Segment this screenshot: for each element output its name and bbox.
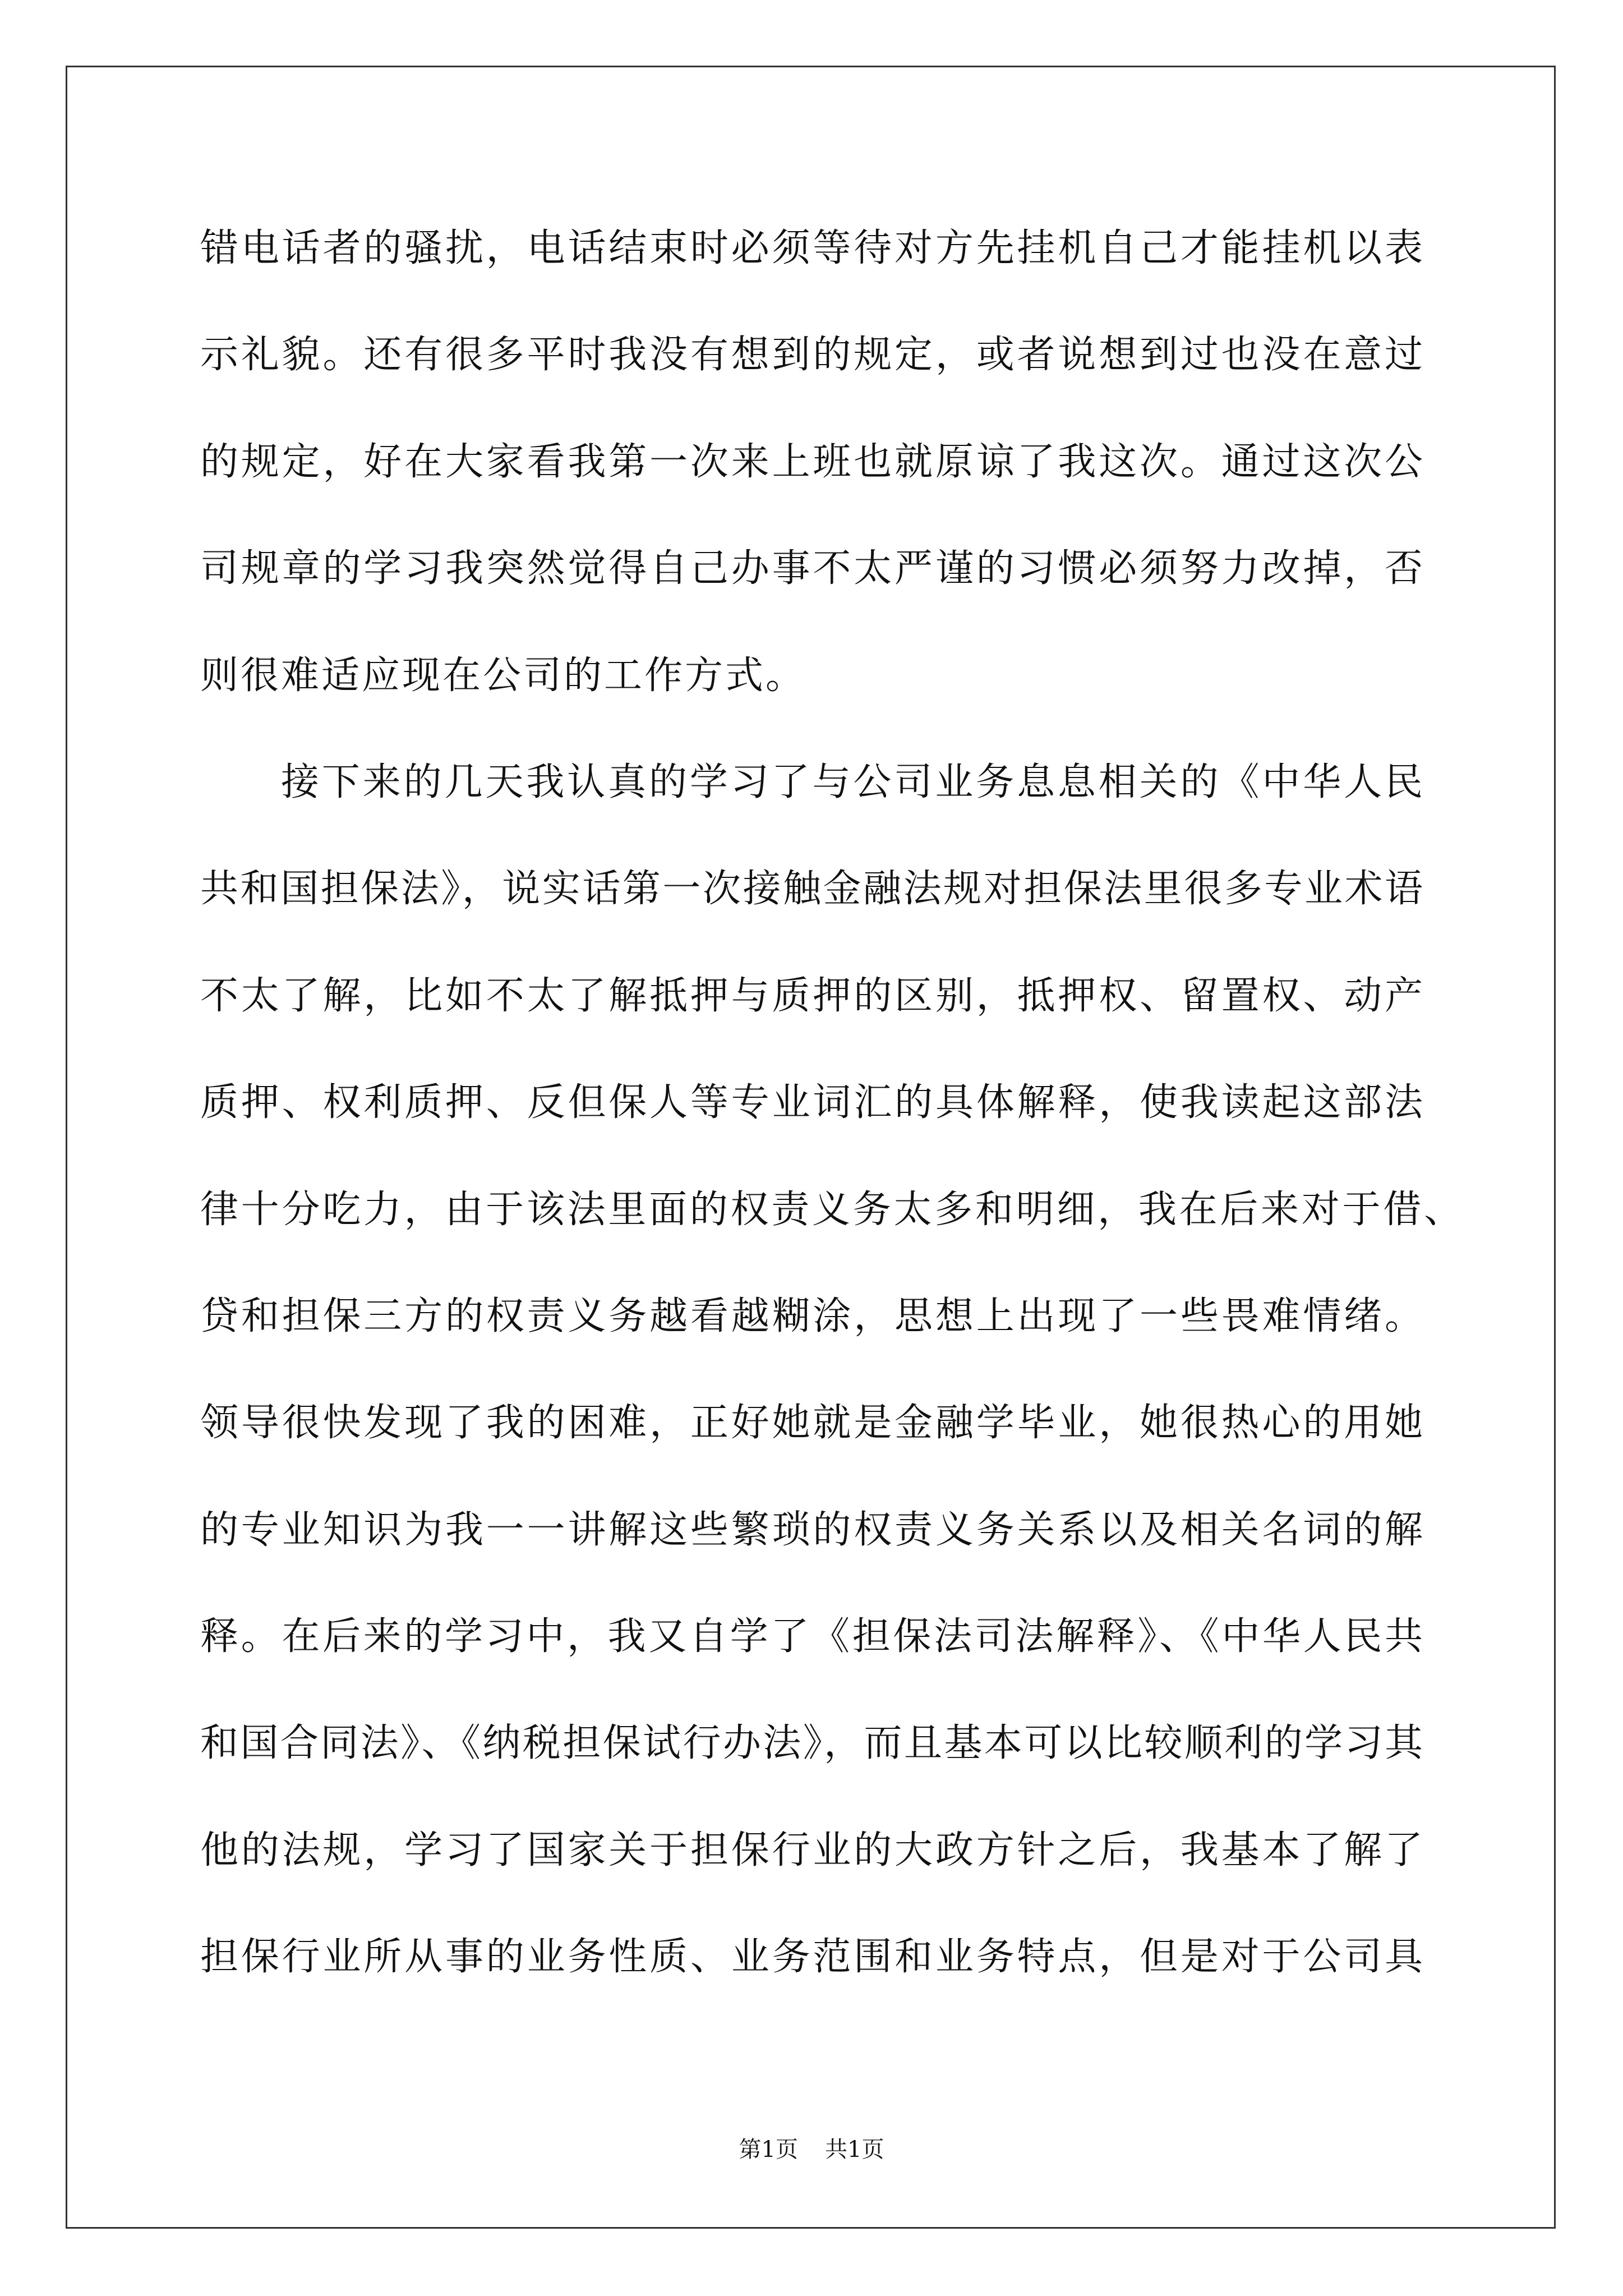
text-line: 律十分吃力，由于该法里面的权责义务太多和明细，我在后来对于借、 [200, 1187, 1462, 1232]
text-line: 质押、权利质押、反但保人等专业词汇的具体解释，使我读起这部法 [200, 1080, 1423, 1125]
text-line: 共和国担保法》，说实话第一次接触金融法规对担保法里很多专业术语 [200, 867, 1423, 912]
text-line: 他的法规，学习了国家关于担保行业的大政方针之后，我基本了解了 [200, 1828, 1423, 1872]
page-footer [0, 2136, 1623, 2163]
page-total: 共1页 [825, 2137, 884, 2162]
text-line: 担保行业所从事的业务性质、业务范围和业务特点，但是对于公司具 [200, 1935, 1423, 1980]
document-body [200, 195, 1468, 2011]
text-line: 错电话者的骚扰，电话结束时必须等待对方先挂机自己才能挂机以表 [200, 226, 1423, 270]
text-line: 的专业知识为我一一讲解这些繁琐的权责义务关系以及相关名词的解 [200, 1507, 1423, 1552]
text-line: 的规定，好在大家看我第一次来上班也就原谅了我这次。通过这次公 [200, 439, 1423, 484]
page-number: 第1页 [739, 2137, 798, 2162]
text-line: 则很难适应现在公司的工作方式。 [200, 653, 806, 698]
text-line: 示礼貌。还有很多平时我没有想到的规定，或者说想到过也没在意过 [200, 333, 1423, 378]
text-line: 领导很快发现了我的困难，正好她就是金融学毕业，她很热心的用她 [200, 1401, 1423, 1446]
text-line: 不太了解，比如不太了解抵押与质押的区别，抵押权、留置权、动产 [200, 973, 1423, 1018]
text-line: 和国合同法》、《纳税担保试行办法》，而且基本可以比较顺利的学习其 [200, 1721, 1423, 1766]
text-line: 司规章的学习我突然觉得自己办事不太严谨的习惯必须努力改掉，否 [200, 546, 1423, 591]
text-line: 释。在后来的学习中，我又自学了《担保法司法解释》、《中华人民共 [200, 1614, 1423, 1659]
text-line: 贷和担保三方的权责义务越看越糊涂，思想上出现了一些畏难情绪。 [200, 1294, 1423, 1338]
paragraph-first-line: 接下来的几天我认真的学习了与公司业务息息相关的《中华人民 [281, 760, 1423, 804]
